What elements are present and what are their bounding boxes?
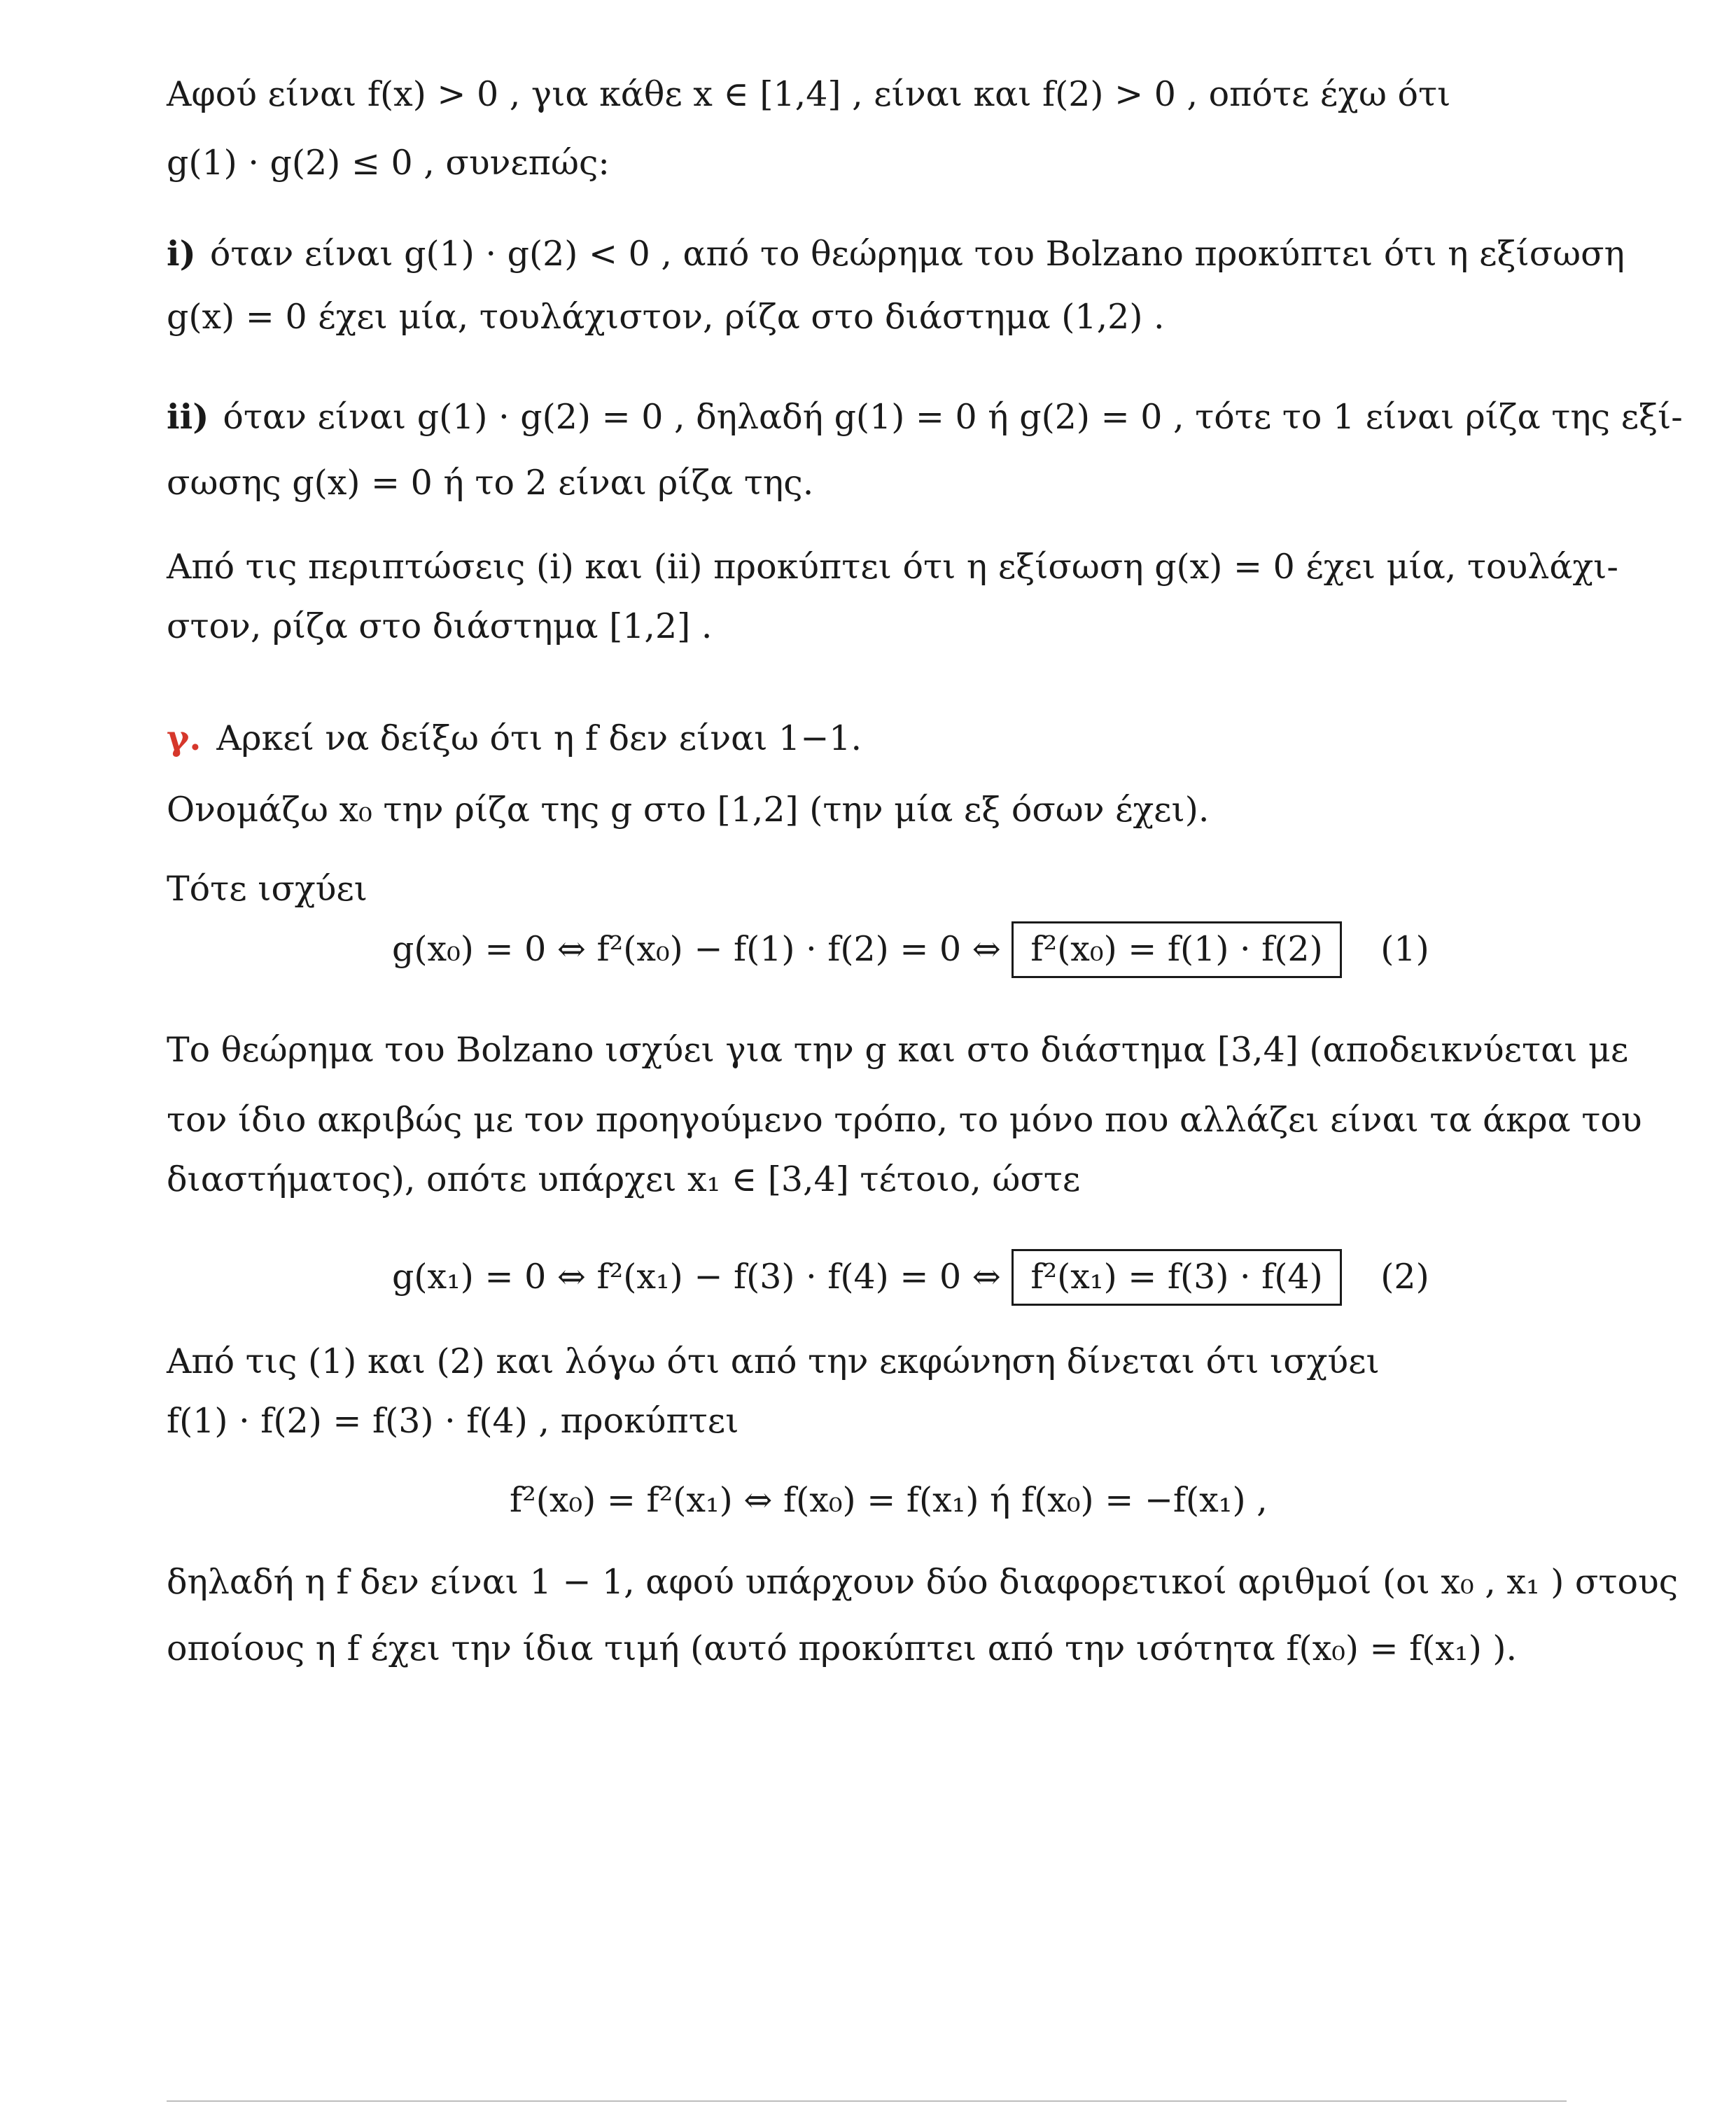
text-line: Αφού είναι f(x) > 0 , για κάθε x ∈ [1,4] , είναι και f(2) > 0 , οπότε έχω ότι — [167, 74, 1451, 114]
text-line: Τότε ισχύει — [167, 869, 368, 909]
equation-2-boxed: f²(x₁) = f(3) · f(4) — [1011, 1249, 1341, 1306]
equation-1-number: (1) — [1380, 929, 1429, 969]
equation-2 — [392, 1249, 1429, 1306]
text-line: Ονομάζω x₀ την ρίζα της g στο [1,2] (την μία εξ όσων έχει). — [167, 790, 1210, 830]
case-ii-text: όταν είναι g(1) · g(2) = 0 , δηλαδή g(1) = 0 ή g(2) = 0 , τότε το 1 είναι ρίζα της εξί- — [223, 397, 1683, 437]
text-line: g(x) = 0 έχει μία, τουλάχιστον, ρίζα στο διάστημα (1,2) . — [167, 297, 1165, 337]
gamma-text: Αρκεί να δείξω ότι η f δεν είναι 1−1. — [216, 718, 862, 758]
case-ii-label: ii) — [167, 396, 209, 437]
text-line: διαστήματος), οπότε υπάρχει x₁ ∈ [3,4] τέτοιο, ώστε — [167, 1159, 1081, 1199]
footer-divider — [167, 2100, 1567, 2102]
case-ii-line-1 — [167, 396, 1683, 437]
equation-1-lhs: g(x₀) = 0 ⇔ f²(x₀) − f(1) · f(2) = 0 ⇔ — [392, 929, 1001, 969]
text-line: Το θεώρημα του Bolzano ισχύει για την g και στο διάστημα [3,4] (αποδεικνύεται με — [167, 1030, 1629, 1070]
case-i-text: όταν είναι g(1) · g(2) < 0 , από το θεώρημα του Bolzano προκύπτει ότι η εξίσωση — [209, 234, 1625, 274]
equation-1 — [392, 921, 1429, 978]
text-line: οποίους η f έχει την ίδια τιμή (αυτό προκύπτει από την ισότητα f(x₀) = f(x₁) ). — [167, 1629, 1518, 1668]
text-line: f(1) · f(2) = f(3) · f(4) , προκύπτει — [167, 1401, 739, 1441]
gamma-label: γ. — [167, 718, 202, 758]
equation-1-boxed: f²(x₀) = f(1) · f(2) — [1011, 921, 1341, 978]
text-line: g(1) · g(2) ≤ 0 , συνεπώς: — [167, 143, 610, 183]
gamma-heading — [167, 718, 862, 758]
equation-3: f²(x₀) = f²(x₁) ⇔ f(x₀) = f(x₁) ή f(x₀) = −f(x₁) , — [510, 1480, 1268, 1520]
text-line: τον ίδιο ακριβώς με τον προηγούμενο τρόπο, το μόνο που αλλάζει είναι τα άκρα του — [167, 1100, 1642, 1140]
text-line: Από τις περιπτώσεις (i) και (ii) προκύπτει ότι η εξίσωση g(x) = 0 έχει μία, τουλάχι- — [167, 547, 1618, 587]
equation-2-lhs: g(x₁) = 0 ⇔ f²(x₁) − f(3) · f(4) = 0 ⇔ — [392, 1257, 1001, 1297]
text-line: Από τις (1) και (2) και λόγω ότι από την εκφώνηση δίνεται ότι ισχύει — [167, 1341, 1380, 1381]
case-i-label: i) — [167, 233, 196, 274]
text-line: δηλαδή η f δεν είναι 1 − 1, αφού υπάρχουν δύο διαφορετικοί αριθμοί (οι x₀ , x₁ ) στους — [167, 1562, 1679, 1602]
text-line: σωσης g(x) = 0 ή το 2 είναι ρίζα της. — [167, 463, 814, 503]
text-line: στον, ρίζα στο διάστημα [1,2] . — [167, 606, 713, 646]
equation-2-number: (2) — [1380, 1257, 1429, 1297]
case-i-line-1 — [167, 233, 1625, 274]
